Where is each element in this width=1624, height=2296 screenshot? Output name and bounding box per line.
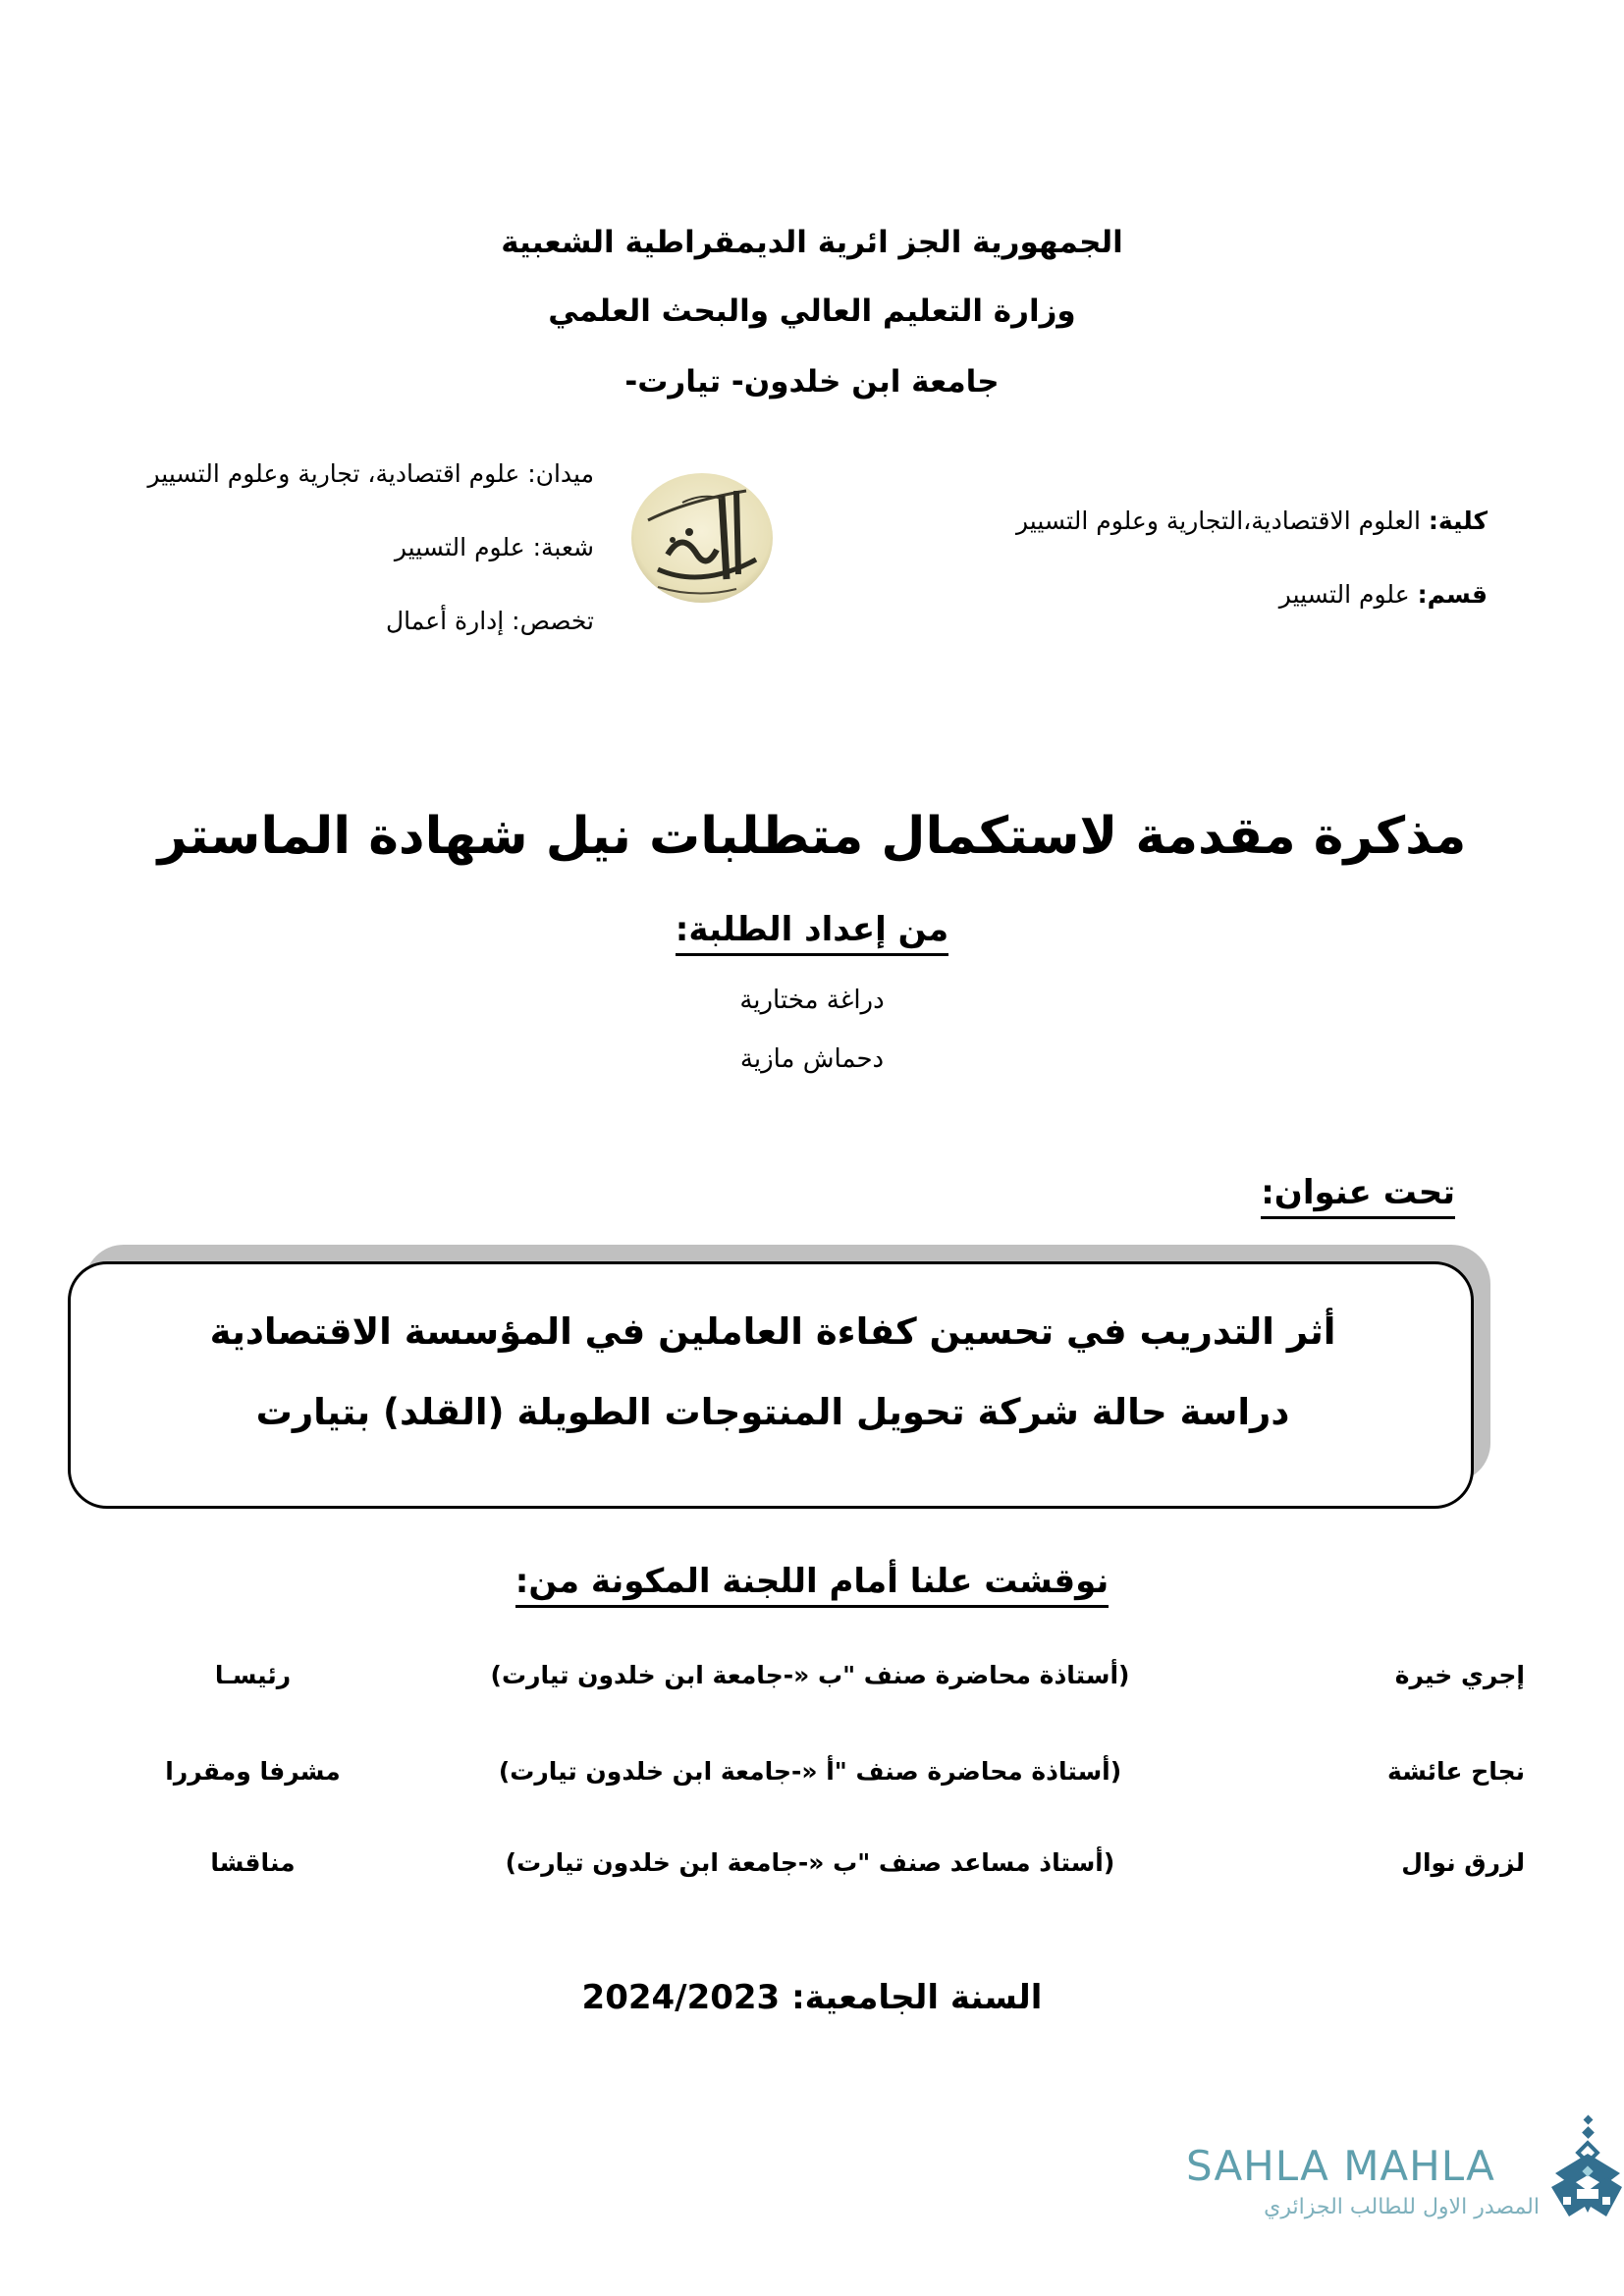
member-name: لزرق نوال	[1401, 1848, 1525, 1877]
committee-heading: نوقشت علنا أمام اللجنة المكونة من:	[0, 1565, 1624, 1598]
specialty-label: تخصص:	[512, 607, 594, 635]
member-rank: (أستاذة محاضرة صنف "ب «-جامعة ابن خلدون تيارت)	[490, 1661, 1130, 1689]
university-seal-icon	[628, 461, 776, 611]
academic-year	[0, 1978, 1624, 2017]
thesis-title-line1: أثر التدريب في تحسين كفاءة العاملين في المؤسسة الاقتصادية	[209, 1310, 1336, 1353]
branch-line	[395, 535, 594, 560]
member-rank: (أستاذ مساعد صنف "ب «-جامعة ابن خلدون تيارت)	[505, 1848, 1115, 1877]
member-rank: (أستاذة محاضرة صنف "أ «-جامعة ابن خلدون تيارت)	[498, 1757, 1122, 1786]
department-value: علوم التسيير	[1278, 580, 1418, 609]
branch-label: شعبة:	[532, 533, 594, 561]
ministry-heading: وزارة التعليم العالي والبحث العلمي	[548, 294, 1076, 329]
thesis-title-line2: دراسة حالة شركة تحويل المنتوجات الطويلة (القلد) بتيارت	[255, 1391, 1290, 1433]
specialty-line	[386, 609, 594, 633]
academic-year-value: 2024/2023	[581, 1978, 781, 2017]
specialty-value: إدارة أعمال	[385, 607, 513, 635]
faculty-label: كلية:	[1428, 507, 1488, 535]
thesis-title-box	[68, 1261, 1474, 1509]
field-value: علوم اقتصادية، تجارية وعلوم التسيير	[147, 459, 528, 488]
field-label: ميدان:	[527, 459, 594, 488]
thesis-heading: تحت عنوان:	[1261, 1176, 1455, 1209]
member-name: نجاح عائشة	[1387, 1757, 1525, 1786]
department-line	[1279, 582, 1488, 607]
member-role: رئيسـا	[214, 1661, 292, 1689]
branch-value: علوم التسيير	[394, 533, 533, 561]
watermark-tagline: المصدر الاول للطالب الجزائري	[1264, 2195, 1540, 2219]
student-name: دحماش مازية	[739, 1044, 885, 1074]
faculty-value: العلوم الاقتصادية،التجارية وعلوم التسيير	[1016, 507, 1429, 535]
member-name: إجري خيرة	[1394, 1661, 1525, 1689]
watermark-brand: SAHLA MAHLA	[1186, 2142, 1495, 2190]
students-heading: من إعداد الطلبة:	[0, 913, 1624, 946]
sahla-mahla-logo-icon	[1547, 2114, 1624, 2222]
republic-heading: الجمهورية الجز ائرية الديمقراطية الشعبية	[501, 225, 1123, 260]
faculty-line	[1016, 508, 1488, 533]
field-line	[147, 461, 594, 486]
university-heading: جامعة ابن خلدون- تيارت-	[624, 364, 1000, 400]
student-name: دراغة مختارية	[739, 986, 885, 1015]
member-role: مناقشا	[210, 1848, 296, 1877]
department-label: قسم:	[1417, 580, 1488, 609]
main-title: مذكرة مقدمة لاستكمال متطلبات نيل شهادة الماستر	[157, 807, 1467, 866]
academic-year-label: السنة الجامعية:	[791, 1978, 1043, 2017]
member-role: مشرفا ومقررا	[165, 1757, 341, 1786]
sahla-mahla-watermark	[1178, 2120, 1624, 2228]
